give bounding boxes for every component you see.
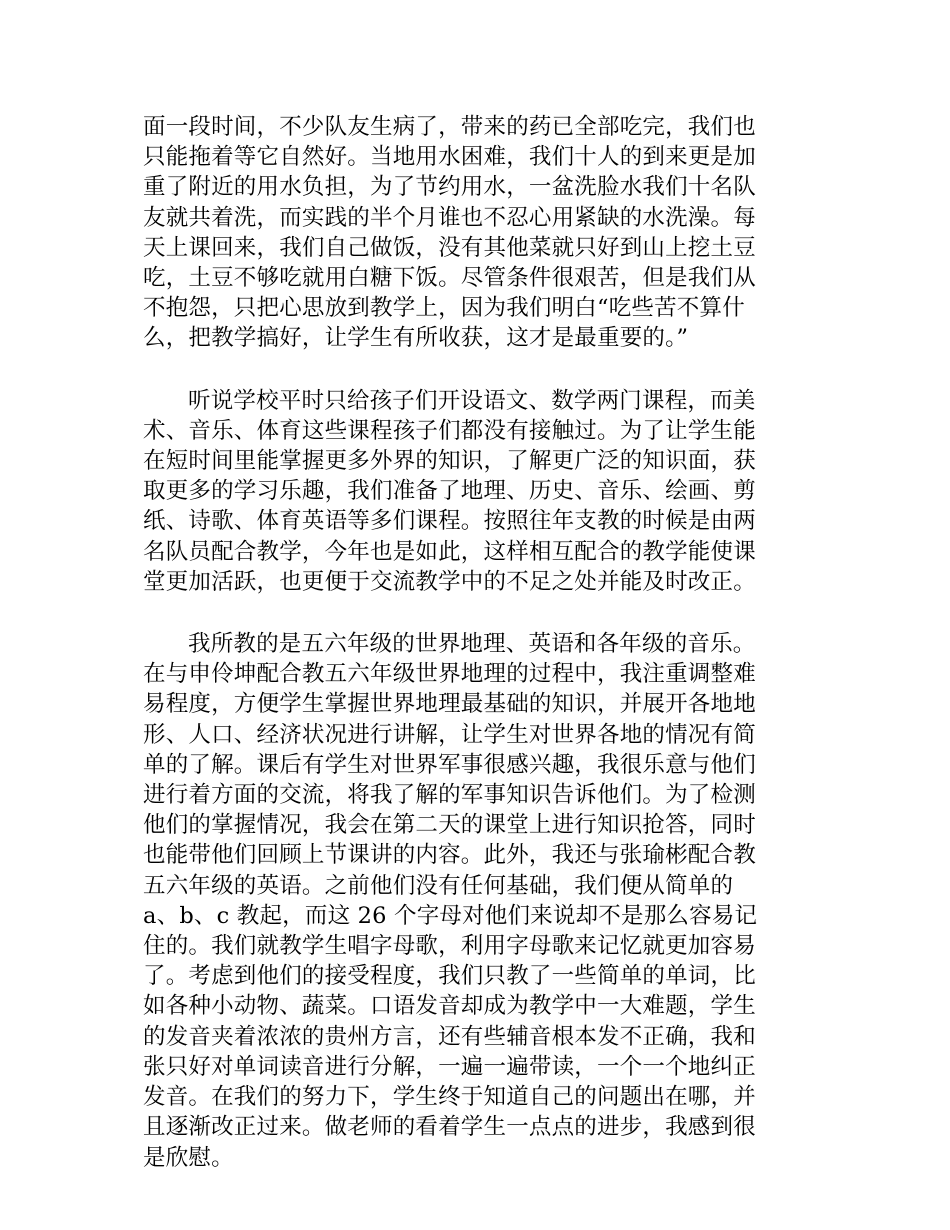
text-line: 取更多的学习乐趣，我们准备了地理、历史、音乐、绘画、剪 [143, 478, 756, 505]
text-line: 吃，土豆不够吃就用白糖下饭。尽管条件很艰苦，但是我们从 [143, 265, 756, 292]
text-line: 只能拖着等它自然好。当地用水困难，我们十人的到来更是加 [143, 144, 756, 171]
text-line: 且逐渐改正过来。做老师的看着学生一点点的进步，我感到很 [143, 1114, 756, 1141]
text-line: 不抱怨，只把心思放到教学上，因为我们明白“吃些苦不算什 [143, 295, 745, 322]
text-line: 进行着方面的交流，将我了解的军事知识告诉他们。为了检测 [143, 782, 756, 809]
text-line: 住的。我们就教学生唱字母歌，利用字母歌来记忆就更加容易 [143, 933, 756, 960]
text-line: 我所教的是五六年级的世界地理、英语和各年级的音乐。 [188, 631, 756, 658]
paragraph-curriculum [143, 386, 823, 597]
paragraph-spacer [143, 597, 823, 629]
text-line: 易程度，方便学生掌握世界地理最基础的知识，并展开各地地 [143, 691, 756, 718]
text-line: 单的了解。课后有学生对世界军事很感兴趣，我很乐意与他们 [143, 751, 756, 778]
text-line: 的发音夹着浓浓的贵州方言，还有些辅音根本发不正确，我和 [143, 1023, 756, 1050]
text-line: 名队员配合教学，今年也是如此，这样相互配合的教学能使课 [143, 538, 756, 565]
text-line: 形、人口、经济状况进行讲解，让学生对世界各地的情况有简 [143, 721, 756, 748]
text-line: 是欣慰。 [143, 1144, 234, 1171]
document-body [143, 112, 823, 1173]
text-line: 天上课回来，我们自己做饭，没有其他菜就只好到山上挖土豆 [143, 234, 756, 261]
text-line: 在短时间里能掌握更多外界的知识，了解更广泛的知识面，获 [143, 448, 756, 475]
paragraph-spacer [143, 354, 823, 386]
text-line: 五六年级的英语。之前他们没有任何基础，我们便从简单的 [143, 872, 734, 899]
text-line: 发音。在我们的努力下，学生终于知道自己的问题出在哪，并 [143, 1084, 756, 1111]
text-line: 他们的掌握情况，我会在第二天的课堂上进行知识抢答，同时 [143, 812, 756, 839]
text-line: 在与申伶坤配合教五六年级世界地理的过程中，我注重调整难 [143, 661, 756, 688]
text-line: a、b、c 教起，而这 26 个字母对他们来说却不是那么容易记 [143, 902, 758, 929]
text-line: 面一段时间，不少队友生病了，带来的药已全部吃完，我们也 [143, 114, 756, 140]
text-line: 堂更加活跃，也更便于交流教学中的不足之处并能及时改正。 [143, 568, 756, 595]
text-line: 友就共着洗，而实践的半个月谁也不忍心用紧缺的水洗澡。每 [143, 204, 756, 231]
text-line: 如各种小动物、蔬菜。口语发音却成为教学中一大难题，学生 [143, 993, 756, 1020]
text-line: 了。考虑到他们的接受程度，我们只教了一些简单的单词，比 [143, 963, 756, 990]
paragraph-teaching [143, 629, 823, 1173]
paragraph-hardships [143, 112, 823, 354]
text-line: 纸、诗歌、体育英语等多们课程。按照往年支教的时候是由两 [143, 508, 756, 535]
text-line: 么，把教学搞好，让学生有所收获，这才是最重要的。” [143, 325, 689, 352]
text-line: 术、音乐、体育这些课程孩子们都没有接触过。为了让学生能 [143, 417, 756, 444]
text-line: 也能带他们回顾上节课讲的内容。此外，我还与张瑜彬配合教 [143, 842, 756, 869]
text-line: 重了附近的用水负担，为了节约用水，一盆洗脸水我们十名队 [143, 174, 756, 201]
text-line: 听说学校平时只给孩子们开设语文、数学两门课程，而美 [188, 387, 756, 414]
text-line: 张只好对单词读音进行分解，一遍一遍带读，一个一个地纠正 [143, 1053, 756, 1080]
